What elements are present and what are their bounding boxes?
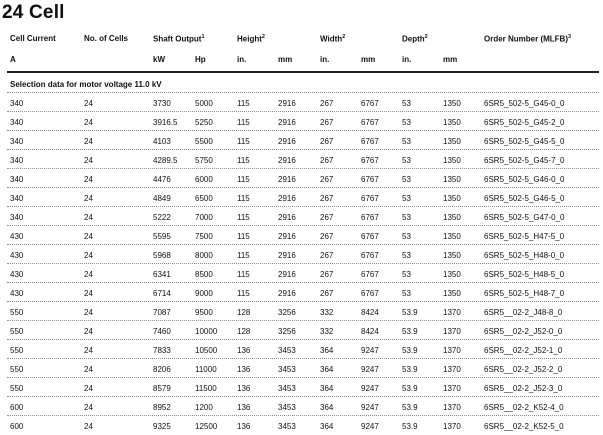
cell-shaft-kw: 7460 [153,327,171,336]
table-row [7,92,599,112]
cell-no-cells: 24 [84,270,93,279]
table-row [7,339,599,359]
cell-cell-current: 600 [10,403,24,412]
cell-height-mm: 2916 [278,175,296,184]
cell-width-mm: 9247 [361,403,379,412]
cell-no-cells: 24 [84,327,93,336]
cell-depth-mm: 1350 [443,175,461,184]
cell-shaft-hp: 6000 [195,175,213,184]
cell-shaft-hp: 8000 [195,251,213,260]
section-label: Selection data for motor voltage 11.0 kV [10,80,162,89]
cell-width-in: 364 [320,422,334,431]
cell-depth-in: 53 [402,213,411,222]
cell-width-in: 332 [320,327,334,336]
cell-depth-in: 53 [402,289,411,298]
cell-no-cells: 24 [84,194,93,203]
cell-depth-in: 53 [402,194,411,203]
unit-depth-in: in. [402,55,412,64]
cell-depth-in: 53 [402,99,411,108]
cell-height-mm: 2916 [278,270,296,279]
cell-shaft-hp: 6500 [195,194,213,203]
table-row [7,244,599,264]
cell-height-mm: 3453 [278,346,296,355]
cell-order-number: 6SR5_502-5_G45-0_0 [484,99,565,108]
unit-height-in: in. [237,55,247,64]
cell-width-in: 364 [320,346,334,355]
cell-height-in: 115 [237,251,250,260]
cell-no-cells: 24 [84,99,93,108]
cell-height-in: 136 [237,403,251,412]
cell-order-number: 6SR5_502-5_G46-5_0 [484,194,565,203]
cell-depth-mm: 1370 [443,384,461,393]
cell-depth-mm: 1350 [443,137,461,146]
cell-width-in: 267 [320,213,334,222]
cell-cell-current: 340 [10,156,24,165]
cell-order-number: 6SR5__02-2_K52-4_0 [484,403,564,412]
unit-hp: Hp [195,55,206,64]
cell-shaft-kw: 6341 [153,270,171,279]
cell-depth-in: 53 [402,137,411,146]
cell-height-in: 136 [237,365,251,374]
cell-order-number: 6SR5__02-2_J52-3_0 [484,384,563,393]
cell-cell-current: 550 [10,308,24,317]
table-row [7,206,599,226]
unit-cell-current: A [10,55,16,64]
cell-depth-mm: 1350 [443,213,461,222]
cell-shaft-hp: 10000 [195,327,218,336]
cell-order-number: 6SR5_502-5_G45-2_0 [484,118,565,127]
cell-height-in: 115 [237,156,250,165]
cell-order-number: 6SR5_502-5_G46-0_0 [484,175,565,184]
cell-height-in: 128 [237,308,251,317]
table-row [7,415,599,435]
cell-width-mm: 6767 [361,251,379,260]
cell-width-in: 267 [320,156,334,165]
cell-no-cells: 24 [84,289,93,298]
cell-shaft-kw: 8952 [153,403,171,412]
cell-no-cells: 24 [84,365,93,374]
footnote-marker: 2 [342,34,346,40]
cell-width-in: 267 [320,289,334,298]
cell-cell-current: 430 [10,270,24,279]
cell-order-number: 6SR5_502-5_G45-7_0 [484,156,565,165]
cell-depth-mm: 1370 [443,403,461,412]
cell-width-in: 332 [320,308,334,317]
cell-height-mm: 2916 [278,99,296,108]
cell-width-mm: 6767 [361,289,379,298]
cell-width-mm: 8424 [361,327,379,336]
cell-cell-current: 430 [10,232,24,241]
cell-width-mm: 6767 [361,137,379,146]
cell-shaft-kw: 5968 [153,251,171,260]
header-depth [402,34,428,44]
footnote-marker: 1 [201,34,205,40]
cell-height-mm: 2916 [278,137,296,146]
table-row [7,358,599,378]
cell-depth-mm: 1350 [443,99,461,108]
cell-height-mm: 2916 [278,232,296,241]
cell-shaft-kw: 7833 [153,346,171,355]
cell-no-cells: 24 [84,156,93,165]
cell-depth-mm: 1350 [443,194,461,203]
cell-shaft-hp: 1200 [195,403,213,412]
cell-height-mm: 2916 [278,194,296,203]
cell-shaft-hp: 5750 [195,156,213,165]
cell-shaft-hp: 7000 [195,213,213,222]
cell-width-in: 267 [320,118,334,127]
cell-shaft-kw: 3916.5 [153,118,178,127]
cell-height-in: 136 [237,384,251,393]
header-shaft-output [153,34,205,44]
cell-depth-mm: 1370 [443,422,461,431]
cell-depth-mm: 1370 [443,327,461,336]
cell-height-mm: 3256 [278,308,296,317]
cell-cell-current: 550 [10,384,24,393]
cell-height-mm: 3453 [278,403,296,412]
cell-cell-current: 340 [10,118,24,127]
cell-depth-mm: 1350 [443,251,461,260]
cell-depth-in: 53 [402,270,411,279]
cell-height-in: 115 [237,137,250,146]
cell-depth-mm: 1350 [443,270,461,279]
cell-height-mm: 3256 [278,327,296,336]
cell-width-in: 364 [320,384,334,393]
cell-width-mm: 6767 [361,194,379,203]
cell-depth-in: 53 [402,156,411,165]
cell-depth-in: 53 [402,251,411,260]
cell-width-mm: 6767 [361,213,379,222]
cell-width-in: 267 [320,137,334,146]
cell-cell-current: 340 [10,99,24,108]
cell-depth-mm: 1370 [443,308,461,317]
footnote-marker: 3 [568,34,572,40]
cell-width-mm: 9247 [361,365,379,374]
cell-height-in: 115 [237,118,250,127]
cell-no-cells: 24 [84,346,93,355]
cell-no-cells: 24 [84,384,93,393]
cell-depth-in: 53.9 [402,308,418,317]
cell-height-mm: 2916 [278,289,296,298]
cell-shaft-hp: 7500 [195,232,213,241]
cell-no-cells: 24 [84,213,93,222]
cell-shaft-hp: 5000 [195,99,213,108]
cell-order-number: 6SR5_502-5_H48-5_0 [484,270,565,279]
cell-depth-mm: 1350 [443,118,461,127]
header-width-label: Width [320,34,343,44]
cell-shaft-kw: 5222 [153,213,171,222]
cell-cell-current: 340 [10,194,24,203]
table-row [7,396,599,416]
cell-shaft-hp: 9000 [195,289,213,298]
cell-width-in: 267 [320,270,334,279]
cell-depth-in: 53 [402,175,411,184]
cell-width-in: 267 [320,251,334,260]
cell-shaft-kw: 4849 [153,194,171,203]
cell-shaft-hp: 12500 [195,422,218,431]
table-row [7,130,599,150]
cell-width-mm: 6767 [361,175,379,184]
cell-no-cells: 24 [84,232,93,241]
cell-depth-mm: 1350 [443,156,461,165]
table-row [7,320,599,340]
header-no-cells-label: No. of Cells [84,34,129,43]
cell-width-mm: 6767 [361,156,379,165]
cell-order-number: 6SR5__02-2_K52-5_0 [484,422,564,431]
cell-shaft-kw: 6714 [153,289,171,298]
table-row [7,263,599,283]
header-order-number [484,34,571,44]
table-row [7,149,599,169]
header-depth-label: Depth [402,34,425,44]
cell-cell-current: 550 [10,346,24,355]
cell-no-cells: 24 [84,403,93,412]
cell-height-in: 136 [237,422,251,431]
cell-width-mm: 9247 [361,346,379,355]
cell-order-number: 6SR5__02-2_J52-0_0 [484,327,563,336]
cell-depth-in: 53.9 [402,422,418,431]
cell-order-number: 6SR5_502-5_G47-0_0 [484,213,565,222]
cell-shaft-hp: 11500 [195,384,217,393]
cell-height-in: 115 [237,289,250,298]
header-shaft-output-label: Shaft Output [153,34,202,44]
cell-width-in: 267 [320,232,334,241]
cell-shaft-kw: 4476 [153,175,171,184]
cell-cell-current: 340 [10,213,24,222]
table-row [7,168,599,188]
unit-kw: kW [153,55,165,64]
cell-no-cells: 24 [84,175,93,184]
cell-height-in: 115 [237,270,250,279]
cell-depth-mm: 1370 [443,365,461,374]
cell-shaft-kw: 9325 [153,422,171,431]
table-row [7,377,599,397]
cell-no-cells: 24 [84,137,93,146]
cell-depth-in: 53 [402,232,411,241]
header-width [320,34,345,44]
table-row [7,282,599,302]
cell-width-mm: 6767 [361,118,379,127]
cell-shaft-hp: 11000 [195,365,217,374]
page-title: 24 Cell [2,2,65,23]
cell-width-mm: 9247 [361,384,379,393]
cell-height-mm: 3453 [278,384,296,393]
cell-shaft-hp: 10500 [195,346,218,355]
unit-height-mm: mm [278,55,293,64]
cell-shaft-kw: 5595 [153,232,171,241]
cell-height-mm: 2916 [278,213,296,222]
header-order-number-label: Order Number (MLFB) [484,34,568,44]
cell-height-in: 136 [237,346,251,355]
cell-height-mm: 2916 [278,156,296,165]
cell-shaft-kw: 4289.5 [153,156,178,165]
cell-no-cells: 24 [84,118,93,127]
cell-order-number: 6SR5_502-5_H47-5_0 [484,232,565,241]
cell-depth-mm: 1350 [443,289,461,298]
cell-order-number: 6SR5__02-2_J48-8_0 [484,308,563,317]
cell-no-cells: 24 [84,308,93,317]
header-divider [7,71,599,73]
header-height-label: Height [237,34,262,44]
cell-width-in: 364 [320,403,334,412]
cell-height-in: 115 [237,194,250,203]
footnote-marker: 2 [424,34,428,40]
cell-shaft-kw: 4103 [153,137,171,146]
cell-order-number: 6SR5_502-5_H48-7_0 [484,289,565,298]
unit-width-mm: mm [361,55,376,64]
table-row [7,111,599,131]
cell-shaft-hp: 9500 [195,308,213,317]
cell-shaft-kw: 8579 [153,384,171,393]
cell-shaft-kw: 7087 [153,308,171,317]
table-row [7,187,599,207]
cell-order-number: 6SR5_502-5_H48-0_0 [484,251,565,260]
header-cell-current [10,34,56,43]
cell-height-in: 115 [237,99,250,108]
cell-width-mm: 6767 [361,270,379,279]
header-no-cells [84,34,128,43]
cell-shaft-hp: 5250 [195,118,213,127]
table-row [7,301,599,321]
cell-cell-current: 430 [10,251,24,260]
cell-depth-in: 53.9 [402,327,418,336]
cell-width-in: 267 [320,99,334,108]
cell-depth-in: 53.9 [402,365,418,374]
cell-cell-current: 600 [10,422,24,431]
cell-cell-current: 340 [10,175,24,184]
cell-cell-current: 550 [10,365,24,374]
cell-depth-in: 53.9 [402,403,418,412]
cell-height-in: 128 [237,327,251,336]
cell-order-number: 6SR5__02-2_J52-1_0 [484,346,563,355]
cell-height-in: 115 [237,213,250,222]
cell-order-number: 6SR5_502-5_G45-5_0 [484,137,565,146]
cell-depth-in: 53 [402,118,411,127]
cell-depth-in: 53.9 [402,346,418,355]
table-row [7,225,599,245]
unit-depth-mm: mm [443,55,458,64]
cell-cell-current: 550 [10,327,24,336]
cell-shaft-hp: 5500 [195,137,213,146]
cell-shaft-kw: 3730 [153,99,171,108]
cell-height-mm: 2916 [278,251,296,260]
cell-depth-in: 53.9 [402,384,418,393]
cell-height-in: 115 [237,232,250,241]
cell-width-in: 267 [320,194,334,203]
cell-width-mm: 6767 [361,232,379,241]
cell-width-in: 267 [320,175,334,184]
cell-width-mm: 8424 [361,308,379,317]
cell-shaft-hp: 8500 [195,270,213,279]
cell-no-cells: 24 [84,422,93,431]
cell-no-cells: 24 [84,251,93,260]
cell-cell-current: 430 [10,289,24,298]
cell-cell-current: 340 [10,137,24,146]
cell-shaft-kw: 8206 [153,365,171,374]
unit-width-in: in. [320,55,330,64]
cell-depth-mm: 1350 [443,232,461,241]
cell-width-mm: 6767 [361,99,379,108]
footnote-marker: 2 [261,34,265,40]
cell-height-mm: 2916 [278,118,296,127]
header-height [237,34,265,44]
cell-width-in: 364 [320,365,334,374]
cell-order-number: 6SR5__02-2_J52-2_0 [484,365,563,374]
cell-height-mm: 3453 [278,422,296,431]
header-cell-current-label: Cell Current [10,34,56,43]
cell-width-mm: 9247 [361,422,379,431]
cell-height-in: 115 [237,175,250,184]
cell-height-mm: 3453 [278,365,296,374]
cell-depth-mm: 1370 [443,346,461,355]
